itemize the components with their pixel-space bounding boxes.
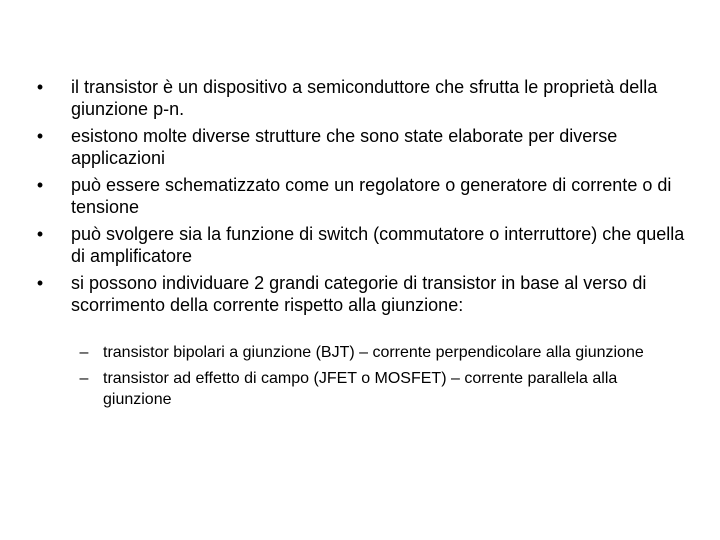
bullet-text: può svolgere sia la funzione di switch (commutatore o interruttore) che quella di amplificatore xyxy=(71,224,685,266)
sub-bullet-text: transistor ad effetto di campo (JFET o MOSFET) – corrente parallela alla giunzione xyxy=(103,370,618,408)
sub-bullet-marker: – xyxy=(79,344,89,361)
bullet-item-1 xyxy=(30,76,690,120)
bullet-text: esistono molte diverse strutture che sono state elaborate per diverse applicazioni xyxy=(71,126,618,168)
sub-bullet-item-1 xyxy=(74,342,664,363)
bullet-text: si possono individuare 2 grandi categorie di transistor in base al verso di scorrimento della corrente rispetto alla giunzione: xyxy=(71,273,647,315)
bullet-marker: • xyxy=(36,224,44,244)
sub-bullet-list xyxy=(74,342,664,415)
sub-bullet-text: transistor bipolari a giunzione (BJT) – corrente perpendicolare alla giunzione xyxy=(103,344,644,361)
bullet-item-4 xyxy=(30,223,690,267)
bullet-list xyxy=(30,76,690,321)
sub-bullet-item-2 xyxy=(74,368,664,410)
bullet-marker: • xyxy=(36,273,44,293)
bullet-marker: • xyxy=(36,175,44,195)
bullet-marker: • xyxy=(36,77,44,97)
bullet-item-3 xyxy=(30,174,690,218)
sub-bullet-marker: – xyxy=(79,370,89,387)
bullet-text: il transistor è un dispositivo a semiconduttore che sfrutta le proprietà della giunzione p-n. xyxy=(71,77,658,119)
bullet-item-2 xyxy=(30,125,690,169)
bullet-item-5 xyxy=(30,272,690,316)
bullet-text: può essere schematizzato come un regolatore o generatore di corrente o di tensione xyxy=(71,175,672,217)
bullet-marker: • xyxy=(36,126,44,146)
